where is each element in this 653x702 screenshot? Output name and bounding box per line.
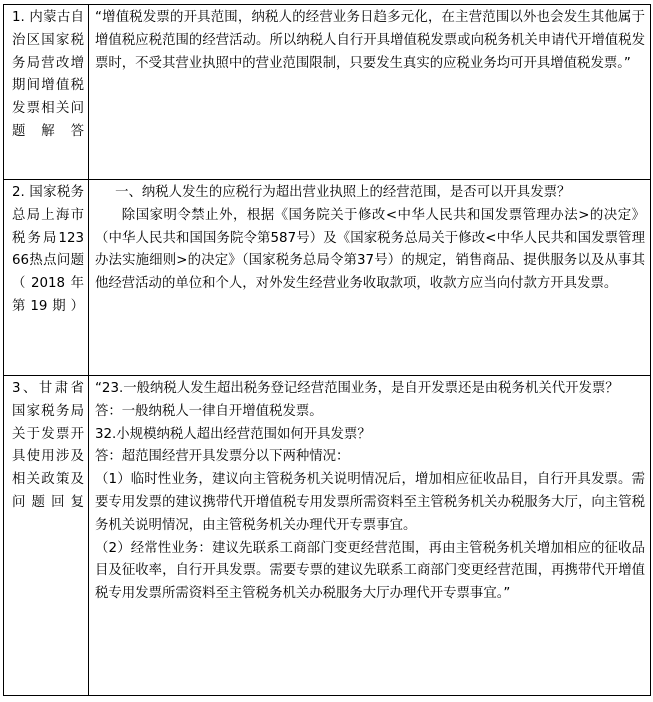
paragraph: 答：超范围经营开具发票分以下两种情况： bbox=[95, 449, 350, 465]
content-cell bbox=[89, 180, 651, 376]
paragraph: “增值税发票的开具范围，纳税人的经营业务日趋多元化，在主营范围以外也会发生其他属于增值税应税范围的经营活动。所以纳税人自行开具增值税发票或向税务机关申请代开增值税发票时，不受其营业执照中的营业范围限制，只要发生真实的应税业务均可开具增值税发票。” bbox=[95, 10, 645, 71]
paragraph: 答：一般纳税人一律自开增值税发票。 bbox=[95, 403, 323, 419]
paragraph: （2）经常性业务：建议先联系工商部门变更经营范围，再由主管税务机关增加相应的征收品目及征收率，自行开具发票。需要专票的建议先联系工商部门变更经营范围，再携带代开增值税专用发票所需资料至主管税务机关办税服务大厅办理代开专票事宜。” bbox=[95, 540, 645, 602]
table-row bbox=[4, 5, 651, 180]
content-cell bbox=[89, 5, 651, 180]
table-row bbox=[4, 376, 651, 696]
source-cell: 3、甘肃省国家税务局关于发票开具使用涉及相关政策及问题回复 bbox=[4, 376, 89, 696]
source-cell: 2. 国家税务总局上海市税务局12366热点问题（2018年第19期） bbox=[4, 180, 89, 376]
paragraph: 除国家明令禁止外，根据《国务院关于修改<中华人民共和国发票管理办法>的决定》（中华人民共和国国务院令第587号）及《国家税务总局关于修改<中华人民共和国发票管理办法实施细则>的决定》（国家税务总局令第37号）的规定，销售商品、提供服务以及从事其他经营活动的单位和个人，对外发生经营业务收取款项，收款方应当向付款方开具发票。 bbox=[95, 207, 645, 292]
paragraph: “23.一般纳税人发生超出税务登记经营范围业务，是自开发票还是由税务机关代开发票？ bbox=[95, 381, 619, 396]
policy-table bbox=[3, 4, 651, 696]
content-cell bbox=[89, 376, 651, 696]
paragraph: 32.小规模纳税人超出经营范围如何开具发票？ bbox=[95, 426, 371, 442]
paragraph: 一、纳税人发生的应税行为超出营业执照上的经营范围，是否可以开具发票？ bbox=[115, 185, 571, 200]
paragraph: （1）临时性业务，建议向主管税务机关说明情况后，增加相应征收品目，自行开具发票。需要专用发票的建议携带代开增值税专用发票所需资料至主管税务机关办税服务大厅，向主管税务机关说明情况，由主管税务机关办理代开专票事宜。 bbox=[95, 472, 645, 533]
table-row bbox=[4, 180, 651, 376]
source-cell: 1. 内蒙古自治区国家税务局营改增期间增值税发票相关问题解答 bbox=[4, 5, 89, 180]
